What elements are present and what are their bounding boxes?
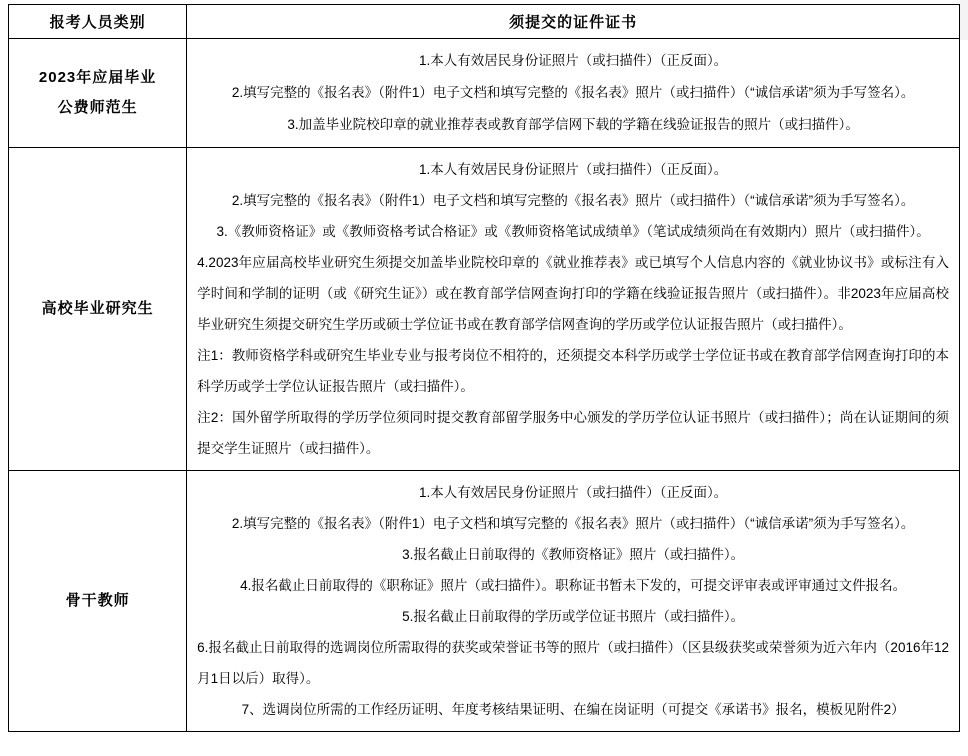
document-item: 4.2023年应届高校毕业研究生须提交加盖毕业院校印章的《就业推荐表》或已填写个人信息内容的《就业协议书》或标注有入学时间和学制的证明（或《研究生证》）或在教育部学信网查询打印的学籍在线验证报告照片（或扫描件）。非2023年应届高校毕业研究生须提交研究生学历或硕士学位证书或在教育部学信网查询的学历或学位认证报告照片（或扫描件）。 [197,255,949,332]
document-item: 1.本人有效居民身份证照片（或扫描件）（正反面）。 [418,162,728,177]
header-documents: 须提交的证件证书 [187,5,960,39]
table-row [9,148,960,471]
document-item: 6.报名截止日前取得的选调岗位所需取得的获奖或荣誉证书等的照片（或扫描件）（区县级获奖或荣誉须为近六年内（2016年12月1日以后）取得）。 [197,640,949,686]
documents-cell [187,39,960,148]
category-line: 高校毕业研究生 [41,300,154,317]
category-cell [9,39,187,148]
document-note: 注2：国外留学所取得的学历学位须同时提交教育部留学服务中心颁发的学历学位认证书照片（或扫描件）；尚在认证期间的须提交学生证照片（或扫描件）。 [197,410,949,456]
table-row [9,39,960,148]
document-item: 3.《教师资格证》或《教师资格考试合格证》或《教师资格笔试成绩单》（笔试成绩须尚在有效期内）照片（或扫描件）。 [216,224,930,239]
category-line: 骨干教师 [65,592,130,609]
documents-cell [187,471,960,732]
category-line: 公费师范生 [57,99,138,116]
requirements-table [8,4,960,732]
document-item: 5.报名截止日前取得的学历或学位证书照片（或扫描件）。 [402,609,745,624]
document-item: 3.加盖毕业院校印章的就业推荐表或教育部学信网下载的学籍在线验证报告的照片（或扫描件）。 [287,117,859,132]
document-note: 注1：教师资格学科或研究生毕业专业与报考岗位不相符的，还须提交本科学历或学士学位证书或在教育部学信网查询打印的本科学历或学士学位认证报告照片（或扫描件）。 [197,348,949,394]
table-row [9,471,960,732]
table-header-row [9,5,960,39]
document-item: 2.填写完整的《报名表》（附件1）电子文档和填写完整的《报名表》照片（或扫描件）（“诚信承诺”须为手写签名）。 [231,85,915,100]
category-line: 2023年应届毕业 [38,69,157,86]
header-category: 报考人员类别 [9,5,187,39]
documents-cell [187,148,960,471]
document-item: 2.填写完整的《报名表》（附件1）电子文档和填写完整的《报名表》照片（或扫描件）（“诚信承诺”须为手写签名）。 [231,193,915,208]
document-item: 1.本人有效居民身份证照片（或扫描件）（正反面）。 [418,485,728,500]
document-item: 4.报名截止日前取得的《职称证》照片（或扫描件）。职称证书暂未下发的，可提交评审表或评审通过文件报名。 [240,578,907,593]
document-item: 1.本人有效居民身份证照片（或扫描件）（正反面）。 [418,53,728,68]
document-item: 2.填写完整的《报名表》（附件1）电子文档和填写完整的《报名表》照片（或扫描件）（“诚信承诺”须为手写签名）。 [231,516,915,531]
category-cell [9,148,187,471]
document-item: 7、选调岗位所需的工作经历证明、年度考核结果证明、在编在岗证明（可提交《承诺书》报名，模板见附件2） [241,702,905,717]
document-item: 3.报名截止日前取得的《教师资格证》照片（或扫描件）。 [402,547,745,562]
category-cell [9,471,187,732]
page-edge-strip [960,0,968,40]
